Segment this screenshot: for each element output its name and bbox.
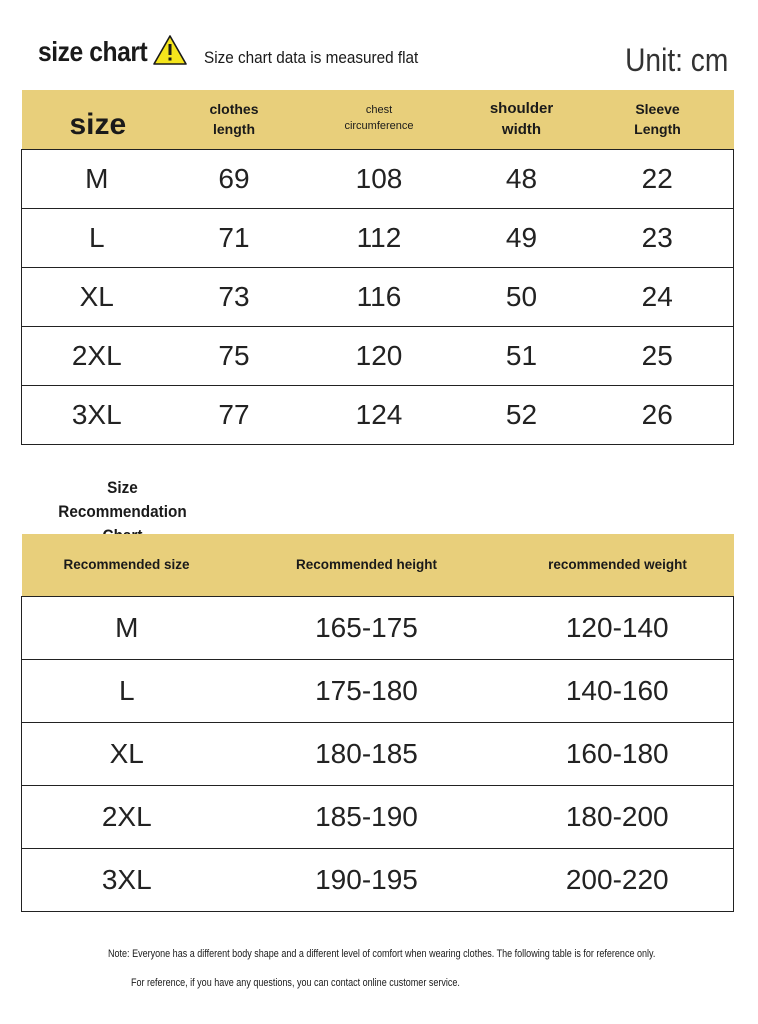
cell-shoulder: 48 <box>462 149 582 208</box>
cell-sleeve: 25 <box>582 326 734 385</box>
cell-shoulder: 50 <box>462 267 582 326</box>
cell-recommended-height: 175-180 <box>232 659 502 722</box>
cell-clothes-length: 71 <box>172 208 297 267</box>
header-recommended-size: Recommended size <box>22 534 232 596</box>
cell-sleeve: 22 <box>582 149 734 208</box>
table-row <box>22 385 734 444</box>
cell-size: L <box>22 208 172 267</box>
cell-shoulder: 49 <box>462 208 582 267</box>
customer-service-note: For reference, if you have any questions, you can contact online customer service. <box>131 977 460 989</box>
cell-recommended-size: M <box>22 596 232 659</box>
size-table-header <box>22 90 734 149</box>
cell-clothes-length: 77 <box>172 385 297 444</box>
recommendation-title: Size Recommendation <box>58 478 187 521</box>
table-row <box>22 785 734 848</box>
size-chart-title: size chart <box>38 36 148 67</box>
recommendation-table-header <box>22 534 734 596</box>
cell-sleeve: 23 <box>582 208 734 267</box>
table-row <box>22 149 734 208</box>
cell-chest: 120 <box>297 326 462 385</box>
cell-recommended-size: XL <box>22 722 232 785</box>
cell-recommended-size: L <box>22 659 232 722</box>
header-chest-circumference: chest circumference <box>297 90 462 149</box>
cell-size: XL <box>22 267 172 326</box>
cell-chest: 108 <box>297 149 462 208</box>
cell-clothes-length: 73 <box>172 267 297 326</box>
size-chart-table <box>21 90 734 445</box>
table-row <box>22 659 734 722</box>
cell-size: 3XL <box>22 385 172 444</box>
cell-recommended-weight: 140-160 <box>502 659 734 722</box>
header-recommended-weight: recommended weight <box>502 534 734 596</box>
table-row <box>22 596 734 659</box>
cell-size: M <box>22 149 172 208</box>
cell-recommended-height: 185-190 <box>232 785 502 848</box>
table-row <box>22 208 734 267</box>
cell-clothes-length: 75 <box>172 326 297 385</box>
cell-recommended-weight: 120-140 <box>502 596 734 659</box>
cell-sleeve: 24 <box>582 267 734 326</box>
cell-recommended-size: 3XL <box>22 848 232 911</box>
cell-recommended-height: 165-175 <box>232 596 502 659</box>
header-recommended-height: Recommended height <box>232 534 502 596</box>
reference-note: Note: Everyone has a different body shape and a different level of comfort when wearing clothes. The following table is for reference only. <box>108 948 656 960</box>
table-row <box>22 326 734 385</box>
measurement-note: Size chart data is measured flat <box>204 48 419 67</box>
cell-size: 2XL <box>22 326 172 385</box>
table-row <box>22 267 734 326</box>
cell-recommended-size: 2XL <box>22 785 232 848</box>
cell-chest: 124 <box>297 385 462 444</box>
cell-recommended-height: 190-195 <box>232 848 502 911</box>
size-recommendation-table <box>21 534 734 912</box>
cell-recommended-height: 180-185 <box>232 722 502 785</box>
cell-recommended-weight: 160-180 <box>502 722 734 785</box>
table-row <box>22 848 734 911</box>
cell-chest: 116 <box>297 267 462 326</box>
cell-clothes-length: 69 <box>172 149 297 208</box>
cell-shoulder: 52 <box>462 385 582 444</box>
unit-label: Unit: cm <box>624 42 728 78</box>
table-row <box>22 722 734 785</box>
header-sleeve-length: Sleeve Length <box>582 90 734 149</box>
cell-chest: 112 <box>297 208 462 267</box>
header-shoulder-width: shoulder width <box>462 90 582 149</box>
cell-recommended-weight: 200-220 <box>502 848 734 911</box>
header-clothes-length: clothes length <box>172 90 297 149</box>
cell-shoulder: 51 <box>462 326 582 385</box>
header-size: size <box>22 90 172 149</box>
warning-icon <box>152 34 188 66</box>
cell-sleeve: 26 <box>582 385 734 444</box>
cell-recommended-weight: 180-200 <box>502 785 734 848</box>
